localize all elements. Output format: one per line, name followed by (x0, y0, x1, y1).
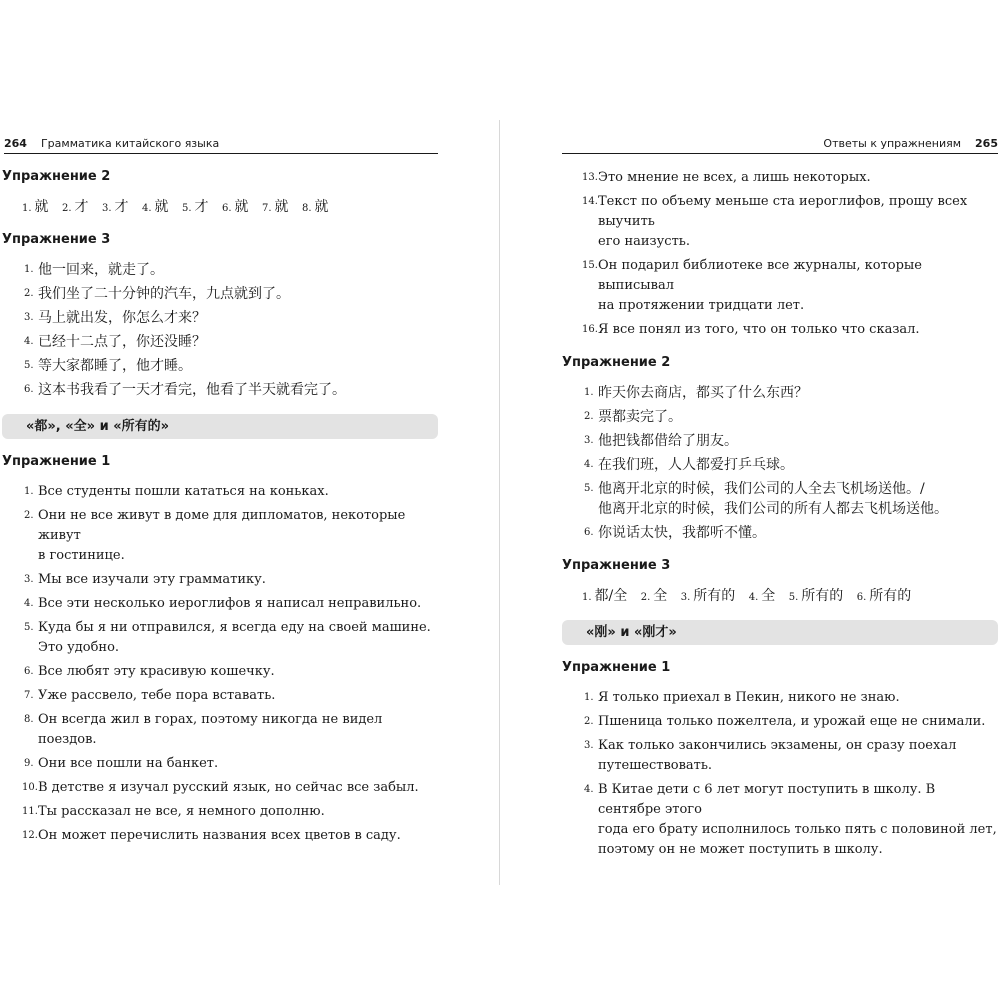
list-item: 1. 昨天你去商店，都买了什么东西？ (584, 385, 808, 401)
list-item: 14. Текст по объему меньше ста иероглифов, прошу всех выучить его наизусть. (582, 194, 968, 249)
exercise-heading: Упражнение 3 (562, 558, 671, 573)
list-item: 3. 马上就出发，你怎么才来？ (24, 310, 206, 326)
list-item: 3. Мы все изучали эту грамматику. (24, 572, 266, 587)
list-item: 5. 等大家都睡了，他才睡。 (24, 358, 192, 374)
answer-item: 5. 才 (182, 199, 209, 215)
answer-list (562, 383, 998, 543)
running-head-left (4, 137, 438, 154)
list-item: 2. Они не все живут в доме для дипломатов, некоторые живут в гостинице. (24, 508, 406, 563)
answer-item: 3. 才 (102, 199, 129, 215)
answer-item: 6. 所有的 (856, 588, 912, 604)
list-item: 4. Все эти несколько иероглифов я написал неправильно. (24, 596, 422, 611)
answer-item: 2. 才 (62, 199, 89, 215)
exercise-heading: Упражнение 3 (2, 232, 111, 247)
answer-list (562, 688, 998, 860)
exercise-heading: Упражнение 1 (562, 660, 671, 675)
answer-item: 5. 所有的 (788, 588, 844, 604)
running-title: Ответы к упражнениям (823, 137, 962, 150)
list-item: 3. Как только закончились экзамены, он сразу поехал путешествовать. (584, 738, 957, 773)
list-item: 1. 他一回来，就走了。 (24, 262, 164, 278)
list-item: 2. 票都卖完了。 (584, 409, 682, 425)
answer-item: 4. 就 (142, 199, 169, 215)
answer-list (2, 482, 442, 846)
running-head-right (562, 137, 998, 154)
left-content (2, 168, 442, 860)
list-item: 4. В Китае дети с 6 лет могут поступить в школу. В сентябре этого года его брату исполнилось только пять с половиной лет, поэтому он не может поступить в школу. (584, 782, 997, 857)
answer-item: 3. 所有的 (680, 588, 736, 604)
answer-list (2, 260, 442, 400)
exercise-heading: Упражнение 2 (562, 355, 671, 370)
list-item: 7. Уже рассвело, тебе пора вставать. (24, 688, 276, 703)
list-item: 6. Все любят эту красивую кошечку. (24, 664, 275, 679)
list-item: 4. 在我们班，人人都爱打乒乓球。 (584, 457, 794, 473)
right-content (562, 168, 998, 874)
list-item: 1. Все студенты пошли кататься на коньках. (24, 484, 329, 499)
list-item: 12. Он может перечислить названия всех цветов в саду. (22, 828, 401, 843)
list-item: 16. Я все понял из того, что он только что сказал. (582, 322, 920, 337)
list-item: 9. Они все пошли на банкет. (24, 756, 219, 771)
list-item: 3. 他把钱都借给了朋友。 (584, 433, 738, 449)
list-item: 13. Это мнение не всех, а лишь некоторых. (582, 170, 871, 185)
list-item: 2. 我们坐了二十分钟的汽车，九点就到了。 (24, 286, 290, 302)
list-item: 6. 这本书我看了一天才看完，他看了半天就看完了。 (24, 382, 346, 398)
page-number: 265 (975, 137, 998, 150)
list-item: 5. Куда бы я ни отправился, я всегда еду на своей машине. Это удобно. (24, 620, 431, 655)
list-item: 11. Ты рассказал не все, я немного дополню. (22, 804, 325, 819)
list-item: 6. 你说话太快，我都听不懂。 (584, 525, 766, 541)
list-item: 15. Он подарил библиотеке все журналы, которые выписывал на протяжении тридцати лет. (582, 258, 922, 313)
topic-heading: «刚» и «刚才» (562, 620, 998, 645)
book-gutter (499, 120, 500, 885)
answer-list (562, 168, 998, 340)
list-item: 8. Он всегда жил в горах, поэтому никогда не видел поездов. (24, 712, 383, 747)
answer-item: 1. 就 (22, 199, 49, 215)
answer-item: 8. 就 (302, 199, 329, 215)
page-number: 264 (4, 137, 27, 150)
list-item: 2. Пшеница только пожелтела, и урожай еще не снимали. (584, 714, 986, 729)
list-item: 1. Я только приехал в Пекин, никого не знаю. (584, 690, 900, 705)
list-item: 4. 已经十二点了，你还没睡？ (24, 334, 206, 350)
answer-item: 6. 就 (222, 199, 249, 215)
exercise-heading: Упражнение 1 (2, 454, 111, 469)
answer-item: 7. 就 (262, 199, 289, 215)
topic-heading: «都», «全» и «所有的» (2, 414, 438, 439)
exercise-heading: Упражнение 2 (2, 169, 111, 184)
list-item: 5. 他离开北京的时候，我们公司的人全去飞机场送他。/ 他离开北京的时候，我们公司的所有人都去飞机场送他。 (584, 481, 948, 517)
inline-answers (582, 586, 998, 608)
inline-answers (22, 197, 442, 219)
answer-item: 1. 都/全 (582, 588, 628, 604)
answer-item: 2. 全 (640, 588, 668, 604)
running-title: Грамматика китайского языка (40, 137, 220, 150)
list-item: 10. В детстве я изучал русский язык, но сейчас все забыл. (22, 780, 419, 795)
answer-item: 4. 全 (748, 588, 776, 604)
